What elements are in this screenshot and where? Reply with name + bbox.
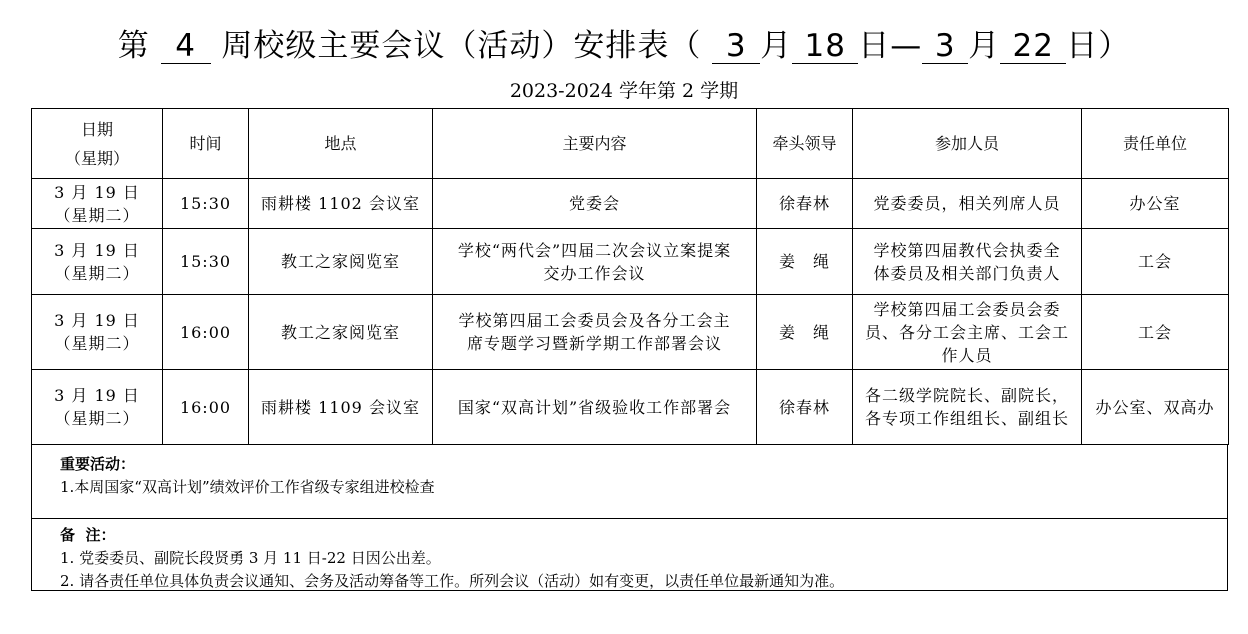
header-place: 地点 [249,109,433,179]
content-cell: 国家“双高计划”省级验收工作部署会 [433,370,757,445]
attendees-cell: 党委委员，相关列席人员 [853,179,1082,229]
leader-cell: 徐春林 [757,179,853,229]
time-cell: 16:00 [163,370,249,445]
content-cell: 学校第四届工会委员会及各分工会主 席专题学习暨新学期工作部署会议 [433,295,757,370]
title-suffix: 日） [1066,28,1131,64]
content-cell: 学校“两代会”四届二次会议立案提案 交办工作会议 [433,229,757,295]
attendees-cell: 学校第四届教代会执委全 体委员及相关部门负责人 [853,229,1082,295]
title-prefix: 第 [117,28,150,64]
date-cell: 3 月 19 日 （星期二） [32,179,163,229]
header-date: 日期 （星期） [32,109,163,179]
remarks-heading: 备 注： [60,526,116,544]
time-cell: 15:30 [163,179,249,229]
table-row [32,370,1229,445]
time-cell: 16:00 [163,295,249,370]
place-cell: 雨耕楼 1109 会议室 [249,370,433,445]
end-month: 3 [922,29,968,64]
header-time: 时间 [163,109,249,179]
important-activities-section [31,444,1228,519]
place-cell: 教工之家阅览室 [249,229,433,295]
important-activities-heading: 重要活动： [60,455,136,473]
schedule-table [31,108,1229,445]
unit-cell: 工会 [1082,295,1229,370]
important-activity-item: 1.本周国家“双高计划”绩效评价工作省级专家组进校检查 [60,478,435,496]
start-month-char: 月 [760,28,793,64]
date-cell: 3 月 19 日 （星期二） [32,229,163,295]
end-day: 22 [1000,29,1066,64]
unit-cell: 办公室、双高办 [1082,370,1229,445]
header-leader: 牵头领导 [757,109,853,179]
place-cell: 雨耕楼 1102 会议室 [249,179,433,229]
leader-cell: 徐春林 [757,370,853,445]
title-main: 周校级主要会议（活动）安排表（ [221,28,702,64]
remarks-section [31,519,1228,591]
header-unit: 责任单位 [1082,109,1229,179]
start-day-char: 日— [858,28,923,64]
table-header-row [32,109,1229,179]
week-number: 4 [161,29,211,64]
header-attendees: 参加人员 [853,109,1082,179]
unit-cell: 工会 [1082,229,1229,295]
start-month: 3 [712,29,760,64]
table-row [32,295,1229,370]
date-cell: 3 月 19 日 （星期二） [32,295,163,370]
page-title [0,22,1248,70]
table-row [32,229,1229,295]
end-month-char: 月 [968,28,1001,64]
table-row [32,179,1229,229]
leader-cell: 姜 绳 [757,229,853,295]
remark-item: 1. 党委委员、副院长段贤勇 3 月 11 日-22 日因公出差。 [60,549,441,567]
semester-subtitle: 2023-2024 学年第 2 学期 [509,80,739,102]
place-cell: 教工之家阅览室 [249,295,433,370]
attendees-cell: 各二级学院院长、副院长， 各专项工作组组长、副组长 [853,370,1082,445]
remark-item: 2. 请各责任单位具体负责会议通知、会务及活动筹备等工作。所列会议（活动）如有变更，以责任单位最新通知为准。 [60,572,845,590]
attendees-cell: 学校第四届工会委员会委 员、各分工会主席、工会工 作人员 [853,295,1082,370]
start-day: 18 [792,29,858,64]
content-cell: 党委会 [433,179,757,229]
date-cell: 3 月 19 日 （星期二） [32,370,163,445]
header-content: 主要内容 [433,109,757,179]
time-cell: 15:30 [163,229,249,295]
unit-cell: 办公室 [1082,179,1229,229]
leader-cell: 姜 绳 [757,295,853,370]
